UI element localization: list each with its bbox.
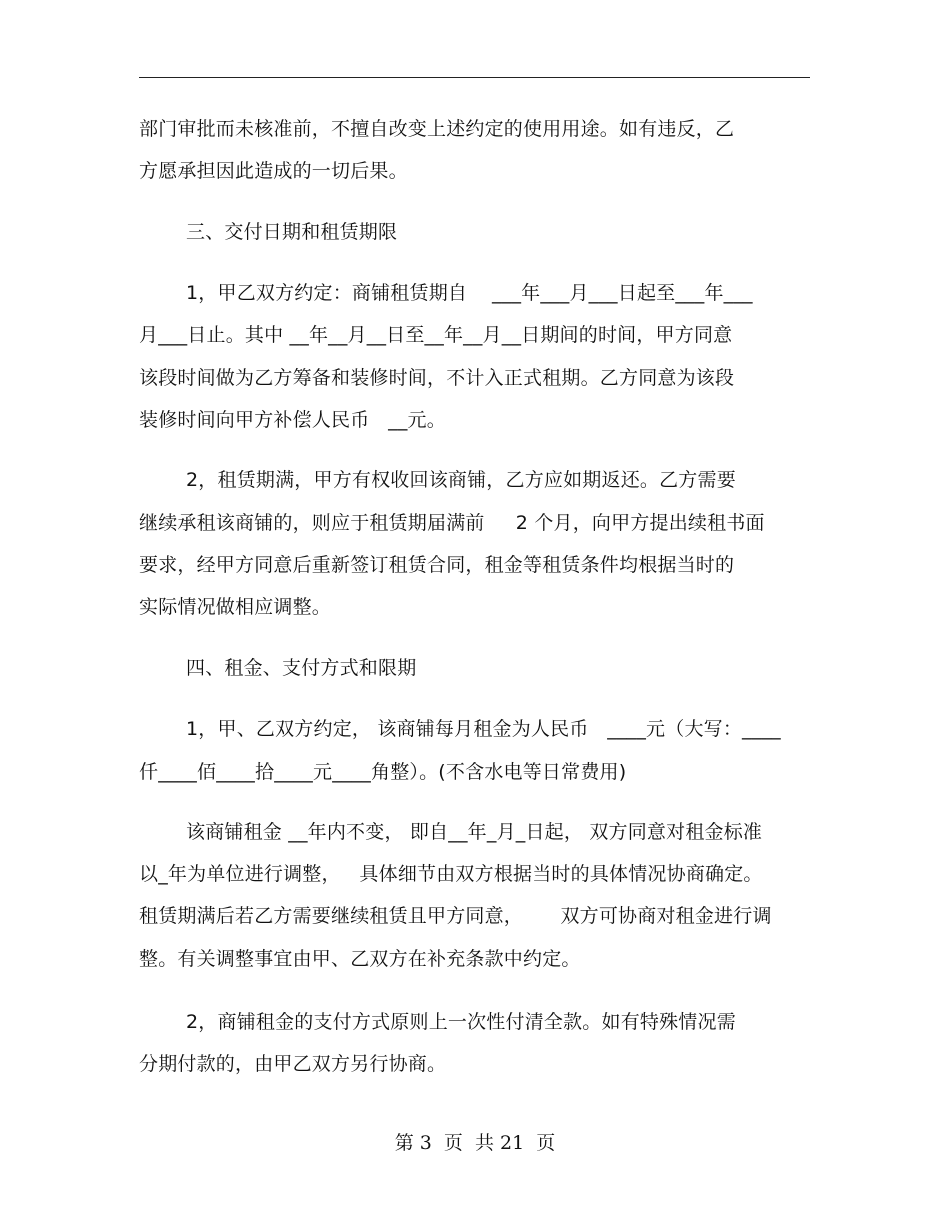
- body-line-5: 月___日止。其中 __年__月__日至__年__月__日期间的时间，甲方同意: [139, 324, 733, 346]
- header-rule: [139, 77, 810, 78]
- body-line-4: 1，甲乙双方约定：商铺租赁期自 ___年___月___日起至___年___: [186, 282, 753, 304]
- body-line-14: 仟____佰____拾____元____角整）。(不含水电等日常费用): [139, 761, 627, 783]
- body-line-11: 实际情况做相应调整。: [139, 596, 332, 618]
- section-heading-3: 三、交付日期和租赁期限: [186, 221, 398, 243]
- body-line-9: 继续承租该商铺的，则应于租赁期届满前 2 个月，向甲方提出续租书面: [139, 512, 765, 534]
- body-line-1: 部门审批而未核准前，不擅自改变上述约定的使用用途。如有违反，乙: [139, 118, 735, 140]
- body-line-16: 以_年为单位进行调整， 具体细节由双方根据当时的具体情况协商确定。: [139, 863, 763, 885]
- body-line-13: 1，甲、乙双方约定， 该商铺每月租金为人民币 ____元（大写：____: [186, 718, 781, 740]
- body-line-2: 方愿承担因此造成的一切后果。: [139, 160, 408, 182]
- body-line-18: 整。有关调整事宜由甲、乙双方在补充条款中约定。: [139, 948, 581, 970]
- body-line-17: 租赁期满后若乙方需要继续租赁且甲方同意， 双方可协商对租金进行调: [139, 905, 772, 927]
- body-line-20: 分期付款的，由甲乙双方另行协商。: [139, 1053, 447, 1075]
- body-line-6: 该段时间做为乙方筹备和装修时间，不计入正式租期。乙方同意为该段: [139, 367, 735, 389]
- body-line-15: 该商铺租金 __年内不变， 即自__年_月_日起， 双方同意对租金标准: [186, 821, 763, 843]
- section-heading-4: 四、租金、支付方式和限期: [186, 657, 417, 679]
- body-line-8: 2，租赁期满，甲方有权收回该商铺，乙方应如期返还。乙方需要: [186, 469, 736, 491]
- body-line-19: 2，商铺租金的支付方式原则上一次性付清全款。如有特殊情况需: [186, 1011, 736, 1033]
- body-line-10: 要求，经甲方同意后重新签订租赁合同，租金等租赁条件均根据当时的: [139, 554, 735, 576]
- page-number-footer: 第 3 页 共 21 页: [394, 1132, 556, 1154]
- body-line-7: 装修时间向甲方补偿人民币 __元。: [139, 409, 446, 431]
